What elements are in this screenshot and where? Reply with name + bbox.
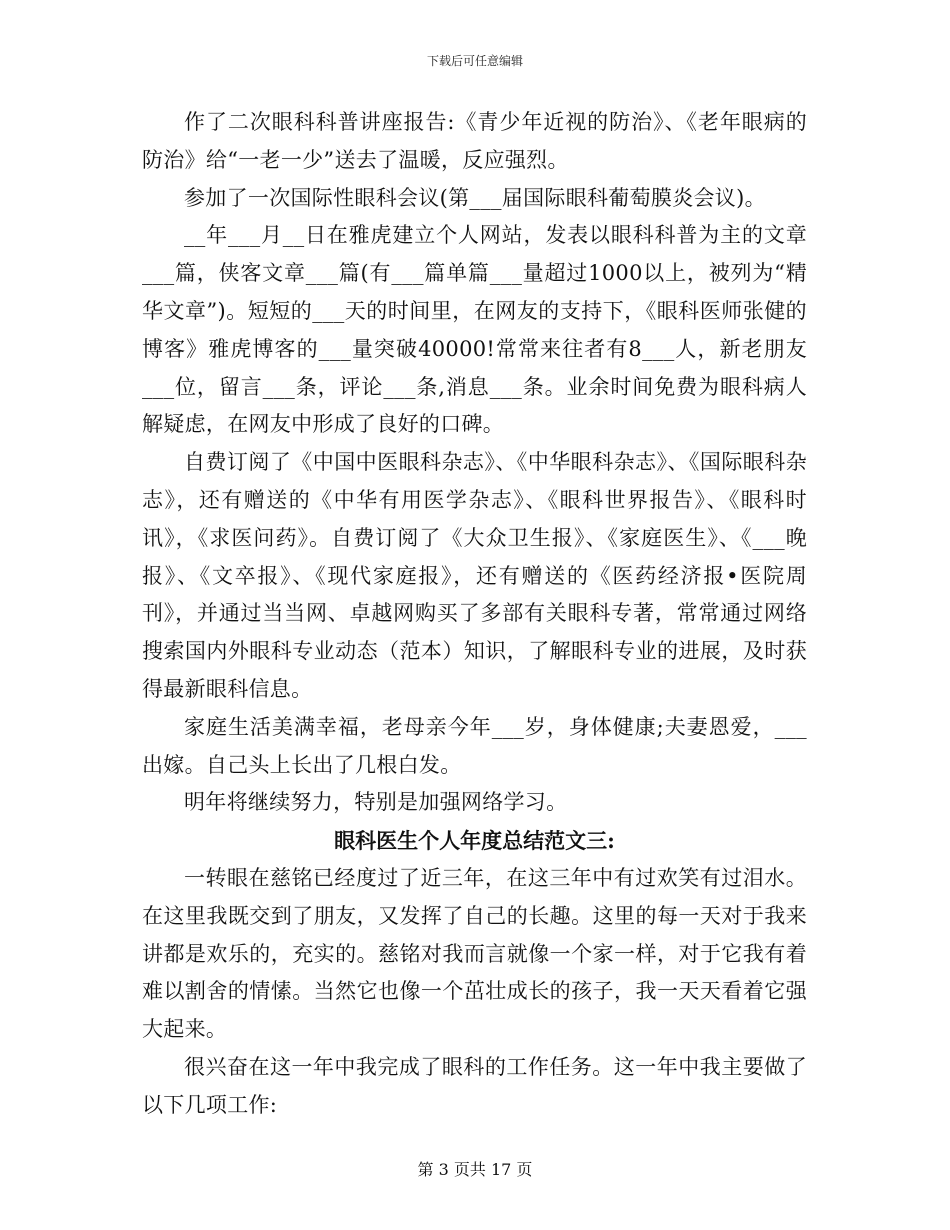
paragraph-website: __年___月__日在雅虎建立个人网站，发表以眼科科普为主的文章___篇，侠客文章___篇(有___篇单篇___量超过1000以上，被列为“精华文章”)。短短的___天的时间里，在网友的支持下，《眼科医师张健的博客》雅虎博客的___量突破40000!常常来往者有8___人，新老朋友___位，留言___条，评论___条,消息___条。业余时间免费为眼科病人解疑虑，在网友中形成了良好的口碑。 [142, 223, 807, 437]
paragraph-family: 家庭生活美满幸福，老母亲今年___岁，身体健康;夫妻恩爱，___出嫁。自己头上长出了几根白发。 [142, 714, 807, 777]
document-body [142, 104, 807, 1125]
paragraph-conference: 参加了一次国际性眼科会议(第___届国际眼科葡萄膜炎会议)。 [184, 185, 766, 210]
section-title: 眼科医生个人年度总结范文三: [334, 828, 615, 854]
paragraph-three-years: 一转眼在慈铭已经度过了近三年，在这三年中有过欢笑有过泪水。在这里我既交到了朋友，又发挥了自己的长趣。这里的每一天对于我来讲都是欢乐的，充实的。慈铭对我而言就像一个家一样，对于它我有着难以割舍的情愫。当然它也像一个茁壮成长的孩子，我一天天看着它强大起来。 [142, 865, 807, 1042]
paragraph-subscriptions: 自费订阅了《中国中医眼科杂志》、《中华眼科杂志》、《国际眼科杂志》，还有赠送的《中华有用医学杂志》、《眼科世界报告》、《眼科时讯》，《求医问药》。自费订阅了《大众卫生报》、《家庭医生》、《___晚报》、《文卒报》、《现代家庭报》，还有赠送的《医药经济报•医院周刊》，并通过当当网、卓越网购买了多部有关眼科专著，常常通过网络搜索国内外眼科专业动态（范本）知识，了解眼科专业的进展，及时获得最新眼科信息。 [142, 450, 807, 701]
paragraph-lecture-reports: 作了二次眼科科普讲座报告:《青少年近视的防治》、《老年眼病的防治》给“一老一少”送去了温暖，反应强烈。 [142, 110, 807, 172]
header-note: 下载后可任意编辑 [426, 54, 523, 68]
page-number: 第 3 页共 17 页 [417, 1160, 533, 1179]
paragraph-next-year: 明年将继续努力，特别是加强网络学习。 [184, 790, 568, 815]
paragraph-work-tasks: 很兴奋在这一年中我完成了眼科的工作任务。这一年中我主要做了以下几项工作: [142, 1054, 807, 1117]
